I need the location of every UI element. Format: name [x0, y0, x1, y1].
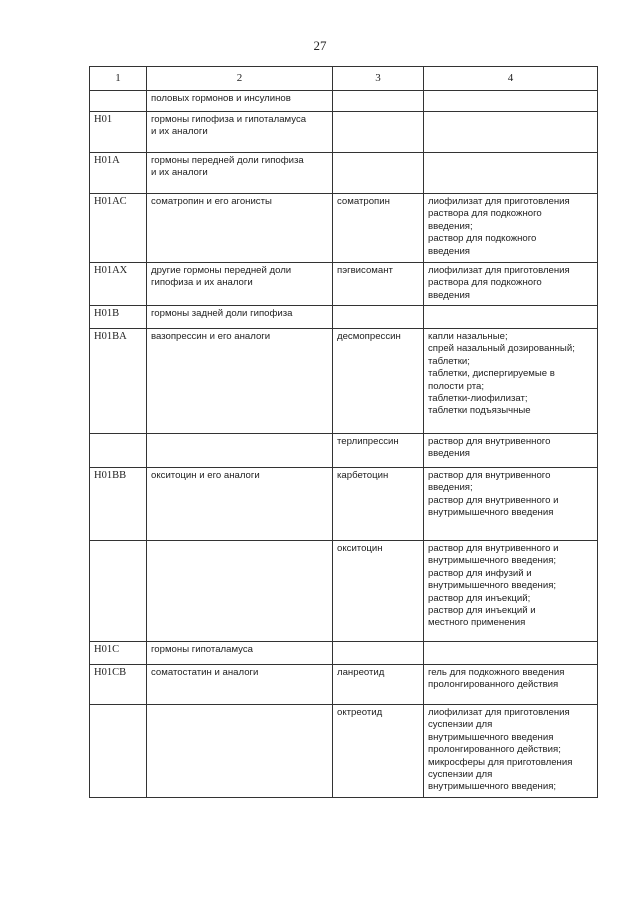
anatomical-group-cell	[147, 91, 333, 112]
header-col-4: 4	[424, 67, 598, 91]
dosage-form-line: раствор для инъекций;	[428, 592, 531, 604]
drug-name-cell: окситоцин	[333, 541, 424, 642]
atc-code-cell	[90, 541, 147, 642]
dosage-form-line: раствор для внутривенного и	[428, 494, 559, 506]
anatomical-group-cell	[147, 434, 333, 468]
dosage-forms-cell	[424, 541, 598, 642]
group-text-line: гормоны задней доли гипофиза	[151, 308, 293, 319]
group-text-line: и их аналоги	[151, 126, 208, 138]
atc-code-cell: H01A	[90, 153, 147, 194]
dosage-form-line: раствора для подкожного	[428, 208, 542, 220]
anatomical-group-cell	[147, 642, 333, 665]
atc-code-cell: H01B	[90, 306, 147, 329]
group-text-line: соматропин и его агонисты	[151, 196, 272, 207]
dosage-forms-cell	[424, 263, 598, 306]
dosage-forms-cell	[424, 112, 598, 153]
dosage-form-line: введения	[428, 245, 470, 257]
atc-code-cell	[90, 705, 147, 798]
dosage-form-line: раствор для инфузий и	[428, 567, 532, 579]
group-text-line: гипофиза и их аналоги	[151, 277, 253, 289]
anatomical-group-cell	[147, 329, 333, 434]
anatomical-group-cell	[147, 705, 333, 798]
header-col-2: 2	[147, 67, 333, 91]
table-row	[90, 194, 598, 263]
dosage-forms-cell	[424, 153, 598, 194]
dosage-form-line: спрей назальный дозированный;	[428, 343, 575, 355]
dosage-form-line: полости рта;	[428, 380, 484, 392]
dosage-form-line: таблетки подъязычные	[428, 405, 531, 417]
dosage-form-line: раствор для инъекций и	[428, 605, 536, 617]
anatomical-group-cell	[147, 194, 333, 263]
dosage-form-line: лиофилизат для приготовления	[428, 265, 570, 276]
dosage-form-line: внутримышечного введения;	[428, 555, 557, 567]
dosage-form-line: введения	[428, 448, 470, 460]
drug-name-cell: пэгвисомант	[333, 263, 424, 306]
dosage-form-line: таблетки-лиофилизат;	[428, 393, 528, 405]
dosage-form-line: суспензии для	[428, 769, 493, 781]
table-row	[90, 329, 598, 434]
drug-name-cell: ланреотид	[333, 665, 424, 705]
header-col-3: 3	[333, 67, 424, 91]
dosage-form-line: раствора для подкожного	[428, 277, 542, 289]
drug-name-cell	[333, 153, 424, 194]
dosage-form-line: местного применения	[428, 617, 526, 629]
dosage-form-line: капли назальные;	[428, 331, 508, 342]
atc-code-cell	[90, 91, 147, 112]
drug-classification-table	[89, 66, 598, 798]
dosage-form-line: раствор для внутривенного и	[428, 543, 559, 554]
anatomical-group-cell	[147, 665, 333, 705]
dosage-forms-cell	[424, 434, 598, 468]
drug-name-cell	[333, 642, 424, 665]
anatomical-group-cell	[147, 541, 333, 642]
group-text-line: окситоцин и его аналоги	[151, 470, 260, 481]
drug-name-cell: карбетоцин	[333, 468, 424, 541]
dosage-form-line: микросферы для приготовления	[428, 756, 573, 768]
atc-code-cell: H01BA	[90, 329, 147, 434]
dosage-form-line: гель для подкожного введения	[428, 667, 565, 678]
dosage-forms-cell	[424, 329, 598, 434]
group-text-line: гормоны гипоталамуса	[151, 644, 254, 655]
dosage-form-line: таблетки;	[428, 355, 470, 367]
group-text-line: другие гормоны передней доли	[151, 265, 292, 276]
table-row	[90, 705, 598, 798]
dosage-form-line: лиофилизат для приготовления	[428, 707, 570, 718]
dosage-forms-cell	[424, 194, 598, 263]
atc-code-cell	[90, 434, 147, 468]
table-row	[90, 91, 598, 112]
group-text-line: соматостатин и аналоги	[151, 667, 259, 678]
dosage-form-line: лиофилизат для приготовления	[428, 196, 570, 207]
dosage-form-line: внутримышечного введения;	[428, 580, 557, 592]
dosage-form-line: внутримышечного введения	[428, 731, 554, 743]
table-row	[90, 434, 598, 468]
dosage-form-line: введения;	[428, 482, 473, 494]
drug-name-cell	[333, 112, 424, 153]
table-row	[90, 153, 598, 194]
atc-code-cell: H01BB	[90, 468, 147, 541]
anatomical-group-cell	[147, 112, 333, 153]
group-text-line: гормоны гипофиза и гипоталамуса	[151, 114, 307, 125]
table-row	[90, 541, 598, 642]
group-text-line: гормоны передней доли гипофиза	[151, 155, 304, 166]
table-row	[90, 468, 598, 541]
table-header-row	[90, 67, 598, 91]
dosage-form-line: внутримышечного введения	[428, 507, 554, 519]
dosage-form-line: внутримышечного введения;	[428, 781, 557, 793]
group-text-line: и их аналоги	[151, 167, 208, 179]
atc-code-cell: H01C	[90, 642, 147, 665]
atc-code-cell: H01	[90, 112, 147, 153]
atc-code-cell: H01CB	[90, 665, 147, 705]
drug-name-cell: терлипрессин	[333, 434, 424, 468]
drug-name-cell	[333, 91, 424, 112]
atc-code-cell: H01AX	[90, 263, 147, 306]
drug-name-cell	[333, 306, 424, 329]
dosage-form-line: раствор для подкожного	[428, 233, 537, 245]
dosage-form-line: введения;	[428, 220, 473, 232]
page-number: 27	[313, 38, 327, 53]
anatomical-group-cell	[147, 153, 333, 194]
dosage-form-line: введения	[428, 289, 470, 301]
dosage-form-line: раствор для внутривенного	[428, 470, 551, 481]
table-row	[90, 665, 598, 705]
dosage-form-line: раствор для внутривенного	[428, 436, 551, 447]
anatomical-group-cell	[147, 306, 333, 329]
table-row	[90, 642, 598, 665]
table-row	[90, 306, 598, 329]
anatomical-group-cell	[147, 468, 333, 541]
dosage-forms-cell	[424, 705, 598, 798]
atc-code-cell: H01AC	[90, 194, 147, 263]
dosage-form-line: пролонгированного действия	[428, 679, 559, 691]
table-row	[90, 263, 598, 306]
dosage-forms-cell	[424, 468, 598, 541]
dosage-form-line: суспензии для	[428, 719, 493, 731]
dosage-form-line: пролонгированного действия;	[428, 744, 561, 756]
dosage-forms-cell	[424, 306, 598, 329]
anatomical-group-cell	[147, 263, 333, 306]
dosage-form-line: таблетки, диспергируемые в	[428, 368, 555, 380]
header-col-1: 1	[90, 67, 147, 91]
drug-name-cell: октреотид	[333, 705, 424, 798]
drug-name-cell: десмопрессин	[333, 329, 424, 434]
drug-name-cell: соматропин	[333, 194, 424, 263]
table-row	[90, 112, 598, 153]
dosage-forms-cell	[424, 642, 598, 665]
group-text-line: половых гормонов и инсулинов	[151, 93, 291, 104]
group-text-line: вазопрессин и его аналоги	[151, 331, 271, 342]
dosage-forms-cell	[424, 91, 598, 112]
dosage-forms-cell	[424, 665, 598, 705]
